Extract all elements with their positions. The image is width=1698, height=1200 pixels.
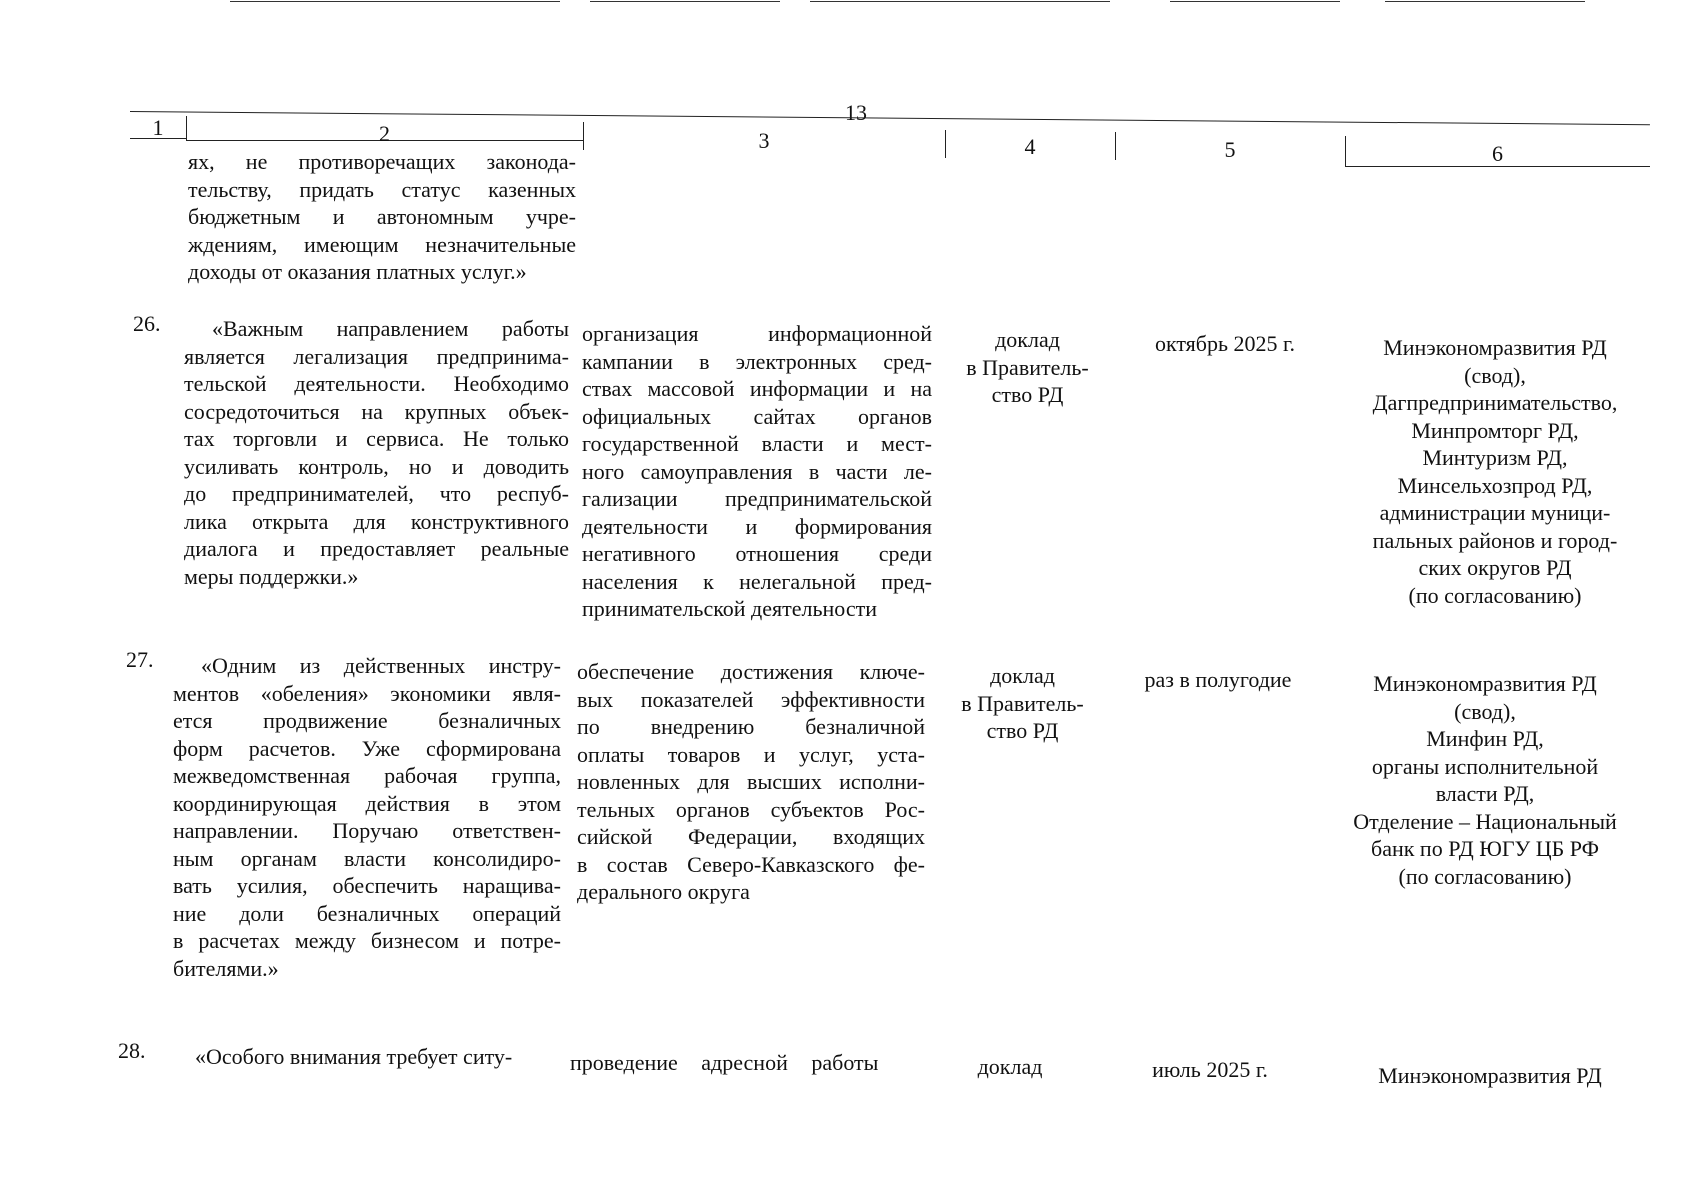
- row-28-instruction: «Особого внимания требует ситу-: [195, 1044, 513, 1069]
- column-header-5: 5: [1224, 137, 1236, 162]
- scan-edge-mark: [230, 1, 560, 2]
- column-header-3: 3: [758, 128, 770, 153]
- row-27-measures: обеспечение достижения ключе- вых показателей эффективности по внедрению безналичной оплаты товаров и услуг, уста- новленных для высших исполни- тельных органов субъектов Рос- сийской Федерации, входящих в состав Северо-Кавказского фе- дерального округа: [577, 659, 925, 904]
- row-28-responsible: Минэкономразвития РД: [1378, 1063, 1602, 1088]
- row-number-26: 26.: [133, 311, 161, 336]
- row-27-deadline: раз в полугодие: [1144, 667, 1292, 692]
- page-number: 13: [845, 100, 867, 125]
- row-27-responsible: Минэкономразвития РД (свод), Минфин РД, органы исполнительной власти РД, Отделение – Национальный банк по РД ЮГУ ЦБ РФ (по согласованию): [1353, 671, 1617, 889]
- row-26-instruction: «Важным направлением работы является легализация предпринима- тельской деятельности. Необходимо сосредоточиться на крупных объек- тах торговли и сервиса. Не только усиливать контроль, но и доводить до предпринимателей, что респуб- лика открыта для конструктивного диалога и предоставляет реальные меры поддержки.»: [184, 316, 569, 589]
- row-number-28: 28.: [118, 1038, 146, 1063]
- scan-edge-mark: [1385, 1, 1585, 2]
- row-26-report-form: доклад в Правитель- ство РД: [966, 327, 1089, 407]
- row-26-responsible: Минэкономразвития РД (свод), Дагпредпринимательство, Минпромторг РД, Минтуризм РД, Минсельхозпрод РД, администрации муници- пальных районов и город- ских округов РД (по согласованию): [1372, 335, 1618, 608]
- column-header-6: 6: [1492, 141, 1503, 166]
- row-27-report-form: доклад в Правитель- ство РД: [961, 663, 1084, 743]
- row-28-deadline: июль 2025 г.: [1152, 1057, 1268, 1082]
- row-26-deadline: октябрь 2025 г.: [1154, 331, 1296, 356]
- row-28-measures: проведение адресной работы: [570, 1050, 879, 1075]
- row-26-measures: организация информационной кампании в электронных сред- ствах массовой информации и на официальных сайтах органов государственной власти и мест- ного самоуправления в части ле- гализации предпринимательской деятельности и формирования негативного отношения среди населения к нелегальной пред- принимательской деятельности: [582, 321, 932, 621]
- column-header-4: 4: [1024, 134, 1036, 159]
- row-28-report-form: доклад: [977, 1054, 1043, 1079]
- row-number-27: 27.: [126, 647, 154, 672]
- scan-edge-mark: [810, 1, 1110, 2]
- row-27-instruction: «Одним из действенных инстру- ментов «обеления» экономики явля- ется продвижение безналичных форм расчетов. Уже сформирована межведомственная рабочая группа, координирующая действия в этом направлении. Поручаю ответствен- ным органам власти консолидиро- вать усилия, обеспечить наращива- ние доли безналичных операций в расчетах между бизнесом и потре- бителями.»: [173, 653, 561, 981]
- scan-edge-mark: [590, 1, 780, 2]
- column-header-2: 2: [379, 121, 390, 146]
- scan-edge-mark: [1170, 1, 1340, 2]
- column-header-1: 1: [152, 115, 164, 140]
- continuation-text: ях, не противоречащих законода- тельству, придать статус казенных бюджетным и автономным учре- ждениям, имеющим незначительные доходы от оказания платных услуг.»: [188, 149, 576, 284]
